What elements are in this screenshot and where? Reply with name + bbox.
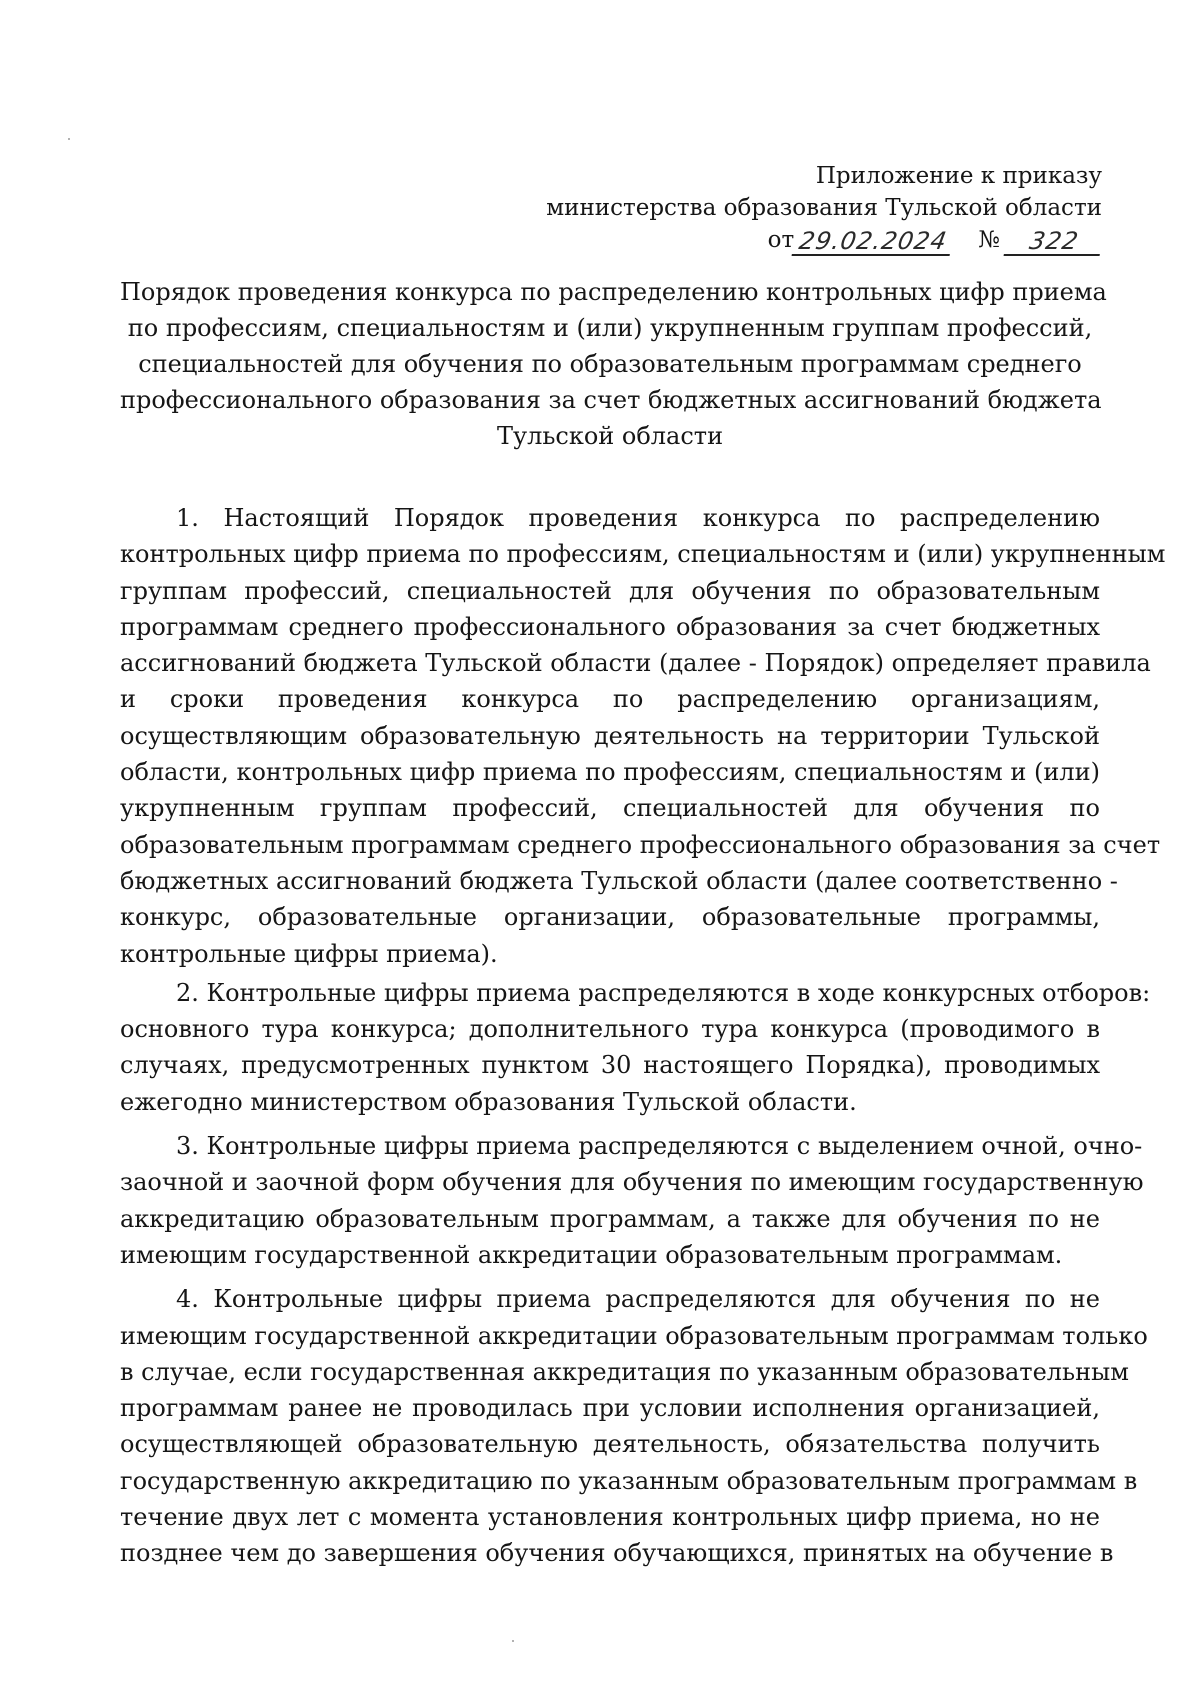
text-line: заочной и заочной форм обучения для обучения по имеющим государственную <box>120 1168 1144 1197</box>
text-line: 2. Контрольные цифры приема распределяются в ходе конкурсных отборов: <box>176 978 1151 1007</box>
text-line: контрольные цифры приема). <box>120 939 498 968</box>
text-line: контрольных цифр приема по профессиям, специальностям и (или) укрупненным <box>120 540 1166 569</box>
text-line: случаях, предусмотренных пунктом 30 настоящего Порядка), проводимых <box>120 1051 1100 1080</box>
text-line: 1. Настоящий Порядок проведения конкурса по распределению <box>176 504 1100 532</box>
text-line: программам среднего профессионального образования за счет бюджетных <box>120 612 1100 641</box>
text-line: позднее чем до завершения обучения обучающихся, принятых на обучение в <box>120 1539 1114 1568</box>
text-line: 4. Контрольные цифры приема распределяются для обучения по не <box>176 1285 1100 1314</box>
title-line: Тульской области <box>496 422 724 450</box>
text-line: группам профессий, специальностей для обучения по образовательным <box>120 576 1100 605</box>
text-line: области, контрольных цифр приема по профессиям, специальностям и (или) <box>120 758 1100 787</box>
text-line: укрупненным группам профессий, специальностей для обучения по <box>120 794 1100 823</box>
order-reference <box>546 224 1102 256</box>
text-line: имеющим государственной аккредитации образовательным программам. <box>120 1240 1063 1269</box>
text-line: образовательным программам среднего профессионального образования за счет <box>120 830 1161 859</box>
ministry-name: министерства образования Тульской области <box>546 195 1102 221</box>
text-line: государственную аккредитацию по указанным образовательным программам в <box>120 1466 1138 1495</box>
text-line: программам ранее не проводилась при условии исполнения организацией, <box>120 1394 1100 1423</box>
paragraph-1 <box>120 500 1166 972</box>
text-line: аккредитацию образовательным программам, а также для обучения по не <box>120 1204 1100 1233</box>
text-line: бюджетных ассигнований бюджета Тульской области (далее соответственно - <box>120 866 1118 895</box>
text-line: осуществляющей образовательную деятельность, обязательства получить <box>120 1430 1100 1459</box>
scan-speck <box>512 1640 514 1642</box>
appendix-caption: Приложение к приказу <box>815 163 1102 189</box>
title-line: по профессиям, специальностям и (или) укрупненным группам профессий, <box>127 314 1093 342</box>
text-line: и сроки проведения конкурса по распределению организациям, <box>120 685 1100 714</box>
title-line: профессионального образования за счет бюджетных ассигнований бюджета <box>120 386 1102 414</box>
appendix-header <box>546 160 1102 256</box>
paragraph-spacer <box>120 1120 1100 1128</box>
document-body <box>120 500 1166 1572</box>
document-title <box>120 274 1107 454</box>
number-label: № <box>978 227 1000 253</box>
handwritten-number: 322 <box>1004 228 1105 256</box>
text-line: ежегодно министерством образования Тульской области. <box>120 1087 857 1116</box>
paragraph-2 <box>120 975 1151 1120</box>
date-label: от <box>767 227 795 253</box>
text-line: осуществляющим образовательную деятельность на территории Тульской <box>120 721 1100 750</box>
text-line: ассигнований бюджета Тульской области (далее - Порядок) определяет правила <box>120 649 1151 678</box>
text-line: имеющим государственной аккредитации образовательным программам только <box>120 1321 1148 1350</box>
paragraph-spacer <box>120 1273 1100 1281</box>
paragraph-3 <box>120 1128 1144 1273</box>
text-line: в случае, если государственная аккредитация по указанным образовательным <box>120 1357 1129 1386</box>
title-line: специальностей для обучения по образовательным программам среднего <box>138 350 1082 378</box>
title-line: Порядок проведения конкурса по распределению контрольных цифр приема <box>120 278 1107 306</box>
text-line: конкурс, образовательные организации, образовательные программы, <box>120 903 1100 932</box>
text-line: основного тура конкурса; дополнительного тура конкурса (проводимого в <box>120 1015 1100 1044</box>
scan-speck <box>68 138 70 140</box>
text-line: 3. Контрольные цифры приема распределяются с выделением очной, очно- <box>176 1132 1143 1161</box>
text-line: течение двух лет с момента установления контрольных цифр приема, но не <box>120 1503 1100 1532</box>
paragraph-4 <box>120 1281 1148 1571</box>
handwritten-date: 29.02.2024 <box>792 228 955 256</box>
